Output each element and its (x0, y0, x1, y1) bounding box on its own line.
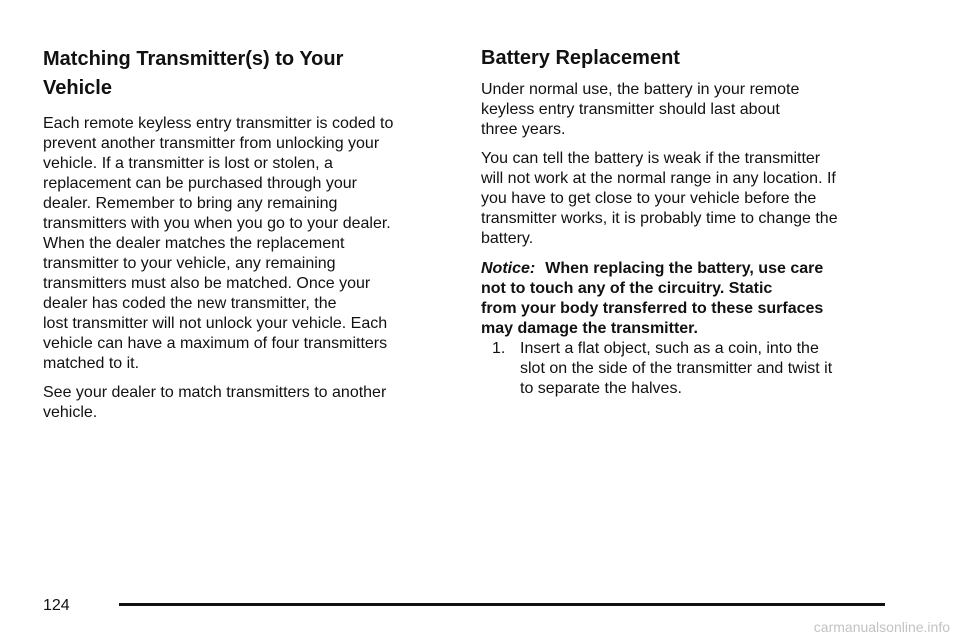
text-line: keyless entry transmitter should last about (481, 101, 780, 118)
heading-line: Vehicle (43, 77, 112, 99)
text-line: battery. (481, 230, 534, 247)
text-line: Under normal use, the battery in your remote (481, 81, 800, 98)
left-column (43, 0, 443, 423)
text-line: vehicle can have a maximum of four transmitters (43, 335, 388, 352)
text-line: to separate the halves. (520, 380, 682, 397)
text-line: dealer has coded the new transmitter, the (43, 295, 337, 312)
heading-line: Matching Transmitter(s) to Your (43, 48, 344, 70)
text-line: prevent another transmitter from unlocking your (43, 135, 380, 152)
text-line: will not work at the normal range in any location. If (481, 170, 836, 187)
page-number: 124 (43, 597, 70, 614)
text-line: vehicle. If a transmitter is lost or stolen, a (43, 155, 333, 172)
text-line: replacement can be purchased through your (43, 175, 357, 192)
text-line: dealer. Remember to bring any remaining (43, 195, 338, 212)
text-line: See your dealer to match transmitters to another (43, 384, 387, 401)
text-line: not to touch any of the circuitry. Static (481, 280, 773, 297)
paragraph-matching-intro (43, 114, 443, 374)
notice-block (481, 259, 891, 339)
text-line: Each remote keyless entry transmitter is coded to (43, 115, 394, 132)
notice-label: Notice: (481, 260, 536, 277)
right-column (481, 0, 891, 399)
text-line: transmitter works, it is probably time to change the (481, 210, 838, 227)
list-item (492, 339, 891, 399)
text-line: transmitters with you when you go to your dealer. (43, 215, 391, 232)
text-line: lost transmitter will not unlock your vehicle. Each (43, 315, 388, 332)
text-line: from your body transferred to these surfaces (481, 300, 824, 317)
section-heading-matching (43, 45, 443, 103)
paragraph-battery-life (481, 80, 891, 140)
text-line: When replacing the battery, use care (545, 260, 824, 277)
watermark: carmanualsonline.info (813, 619, 950, 635)
paragraph-see-dealer (43, 383, 443, 423)
text-line: matched to it. (43, 355, 140, 372)
text-line: When the dealer matches the replacement (43, 235, 345, 252)
step-number: 1. (492, 340, 506, 357)
text-line: you have to get close to your vehicle before the (481, 190, 817, 207)
footer-rule (119, 603, 885, 606)
text-line: slot on the side of the transmitter and twist it (520, 360, 833, 377)
text-line: may damage the transmitter. (481, 320, 698, 337)
section-heading-battery: Battery Replacement (481, 47, 680, 69)
text-line: Insert a flat object, such as a coin, into the (520, 340, 819, 357)
steps-list (481, 339, 891, 399)
text-line: vehicle. (43, 404, 98, 421)
paragraph-weak-battery (481, 149, 891, 249)
text-line: three years. (481, 121, 566, 138)
text-line: transmitters must also be matched. Once your (43, 275, 371, 292)
text-line: transmitter to your vehicle, any remaining (43, 255, 336, 272)
text-line: You can tell the battery is weak if the transmitter (481, 150, 821, 167)
